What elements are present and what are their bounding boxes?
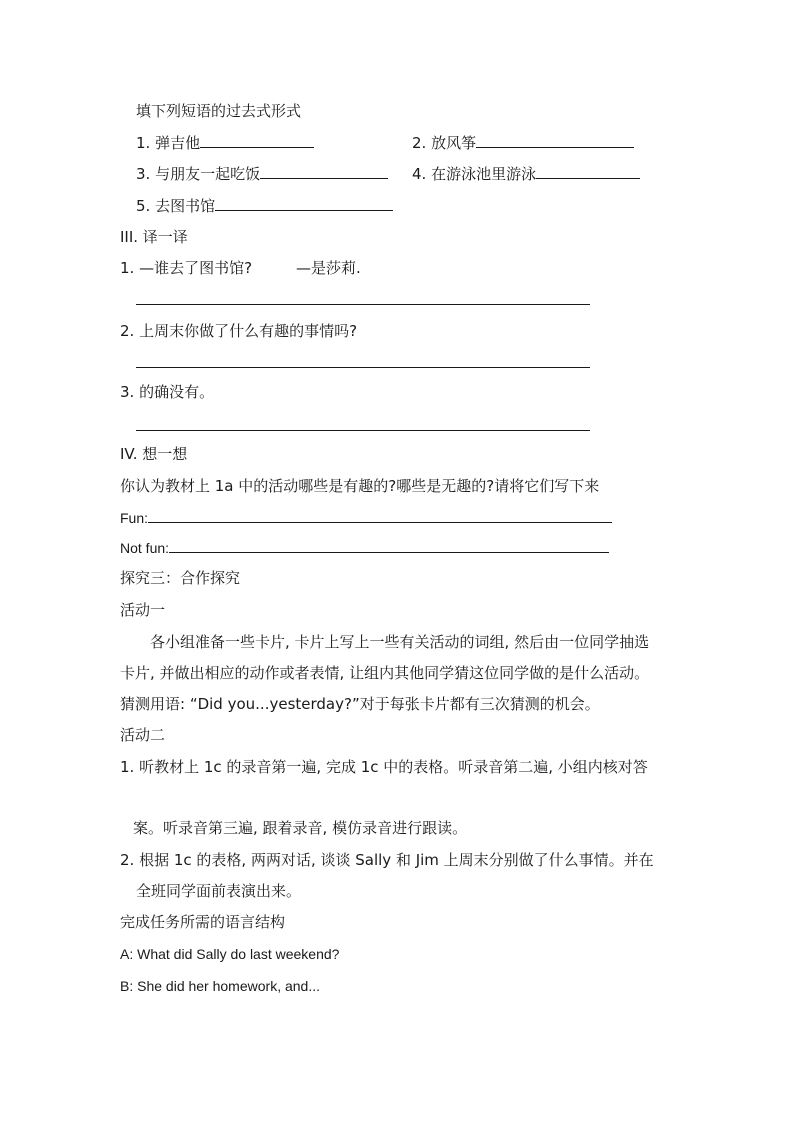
translate-q1-right: —是莎莉. xyxy=(296,259,361,277)
fill-item-5-text: 去图书馆 xyxy=(155,197,216,215)
dialog-b: B: She did her homework, and... xyxy=(120,978,320,994)
fill-item-5-num: 5. xyxy=(136,197,151,215)
fill-item-1 xyxy=(136,133,314,153)
activity2-item2-a: 2. 根据 1c 的表格, 两两对话, 谈谈 Sally 和 Jim 上周末分别做了什么事情。并在 xyxy=(120,851,654,869)
fun-row xyxy=(120,508,612,528)
activity2-item1-a: 1. 听教材上 1c 的录音第一遍, 完成 1c 中的表格。听录音第二遍, 小组内核对答 xyxy=(120,758,648,776)
answer-line-1[interactable] xyxy=(136,304,590,305)
fill-item-2-num: 2. xyxy=(412,134,427,152)
not-fun-label: Not fun: xyxy=(120,540,170,556)
answer-blank-4[interactable] xyxy=(536,164,640,179)
activity1-title: 活动一 xyxy=(120,601,166,619)
answer-blank-3[interactable] xyxy=(260,164,388,179)
activity2-item2-b: 全班同学面前表演出来。 xyxy=(136,882,302,900)
translate-heading: III. 译一译 xyxy=(120,228,188,246)
answer-blank-5[interactable] xyxy=(215,196,393,211)
activity1-text: 各小组准备一些卡片, 卡片上写上一些有关活动的词组, 然后由一位同学抽选卡片, 并做出相应的动作或者表情, 让组内其他同学猜这位同学做的是什么活动。猜测用语: “Did you...yesterday?”对于每张卡片都有三次猜测的机会。 xyxy=(120,633,650,713)
not-fun-answer-line[interactable] xyxy=(169,538,609,553)
explore-heading: 探究三：合作探究 xyxy=(120,569,241,587)
fill-item-3-text: 与朋友一起吃饭 xyxy=(155,165,261,183)
think-prompt: 你认为教材上 1a 中的活动哪些是有趣的?哪些是无趣的?请将它们写下来 xyxy=(120,477,600,495)
fill-item-4-text: 在游泳池里游泳 xyxy=(431,165,537,183)
activity2-item1-b: 案。听录音第三遍, 跟着录音, 模仿录音进行跟读。 xyxy=(133,819,468,837)
fill-item-1-text: 弹吉他 xyxy=(155,134,201,152)
fun-label: Fun: xyxy=(120,510,149,526)
fill-item-5 xyxy=(136,196,393,216)
activity2-title: 活动二 xyxy=(120,726,166,744)
fun-answer-line[interactable] xyxy=(148,508,612,523)
not-fun-row xyxy=(120,538,609,558)
answer-blank-2[interactable] xyxy=(476,133,634,148)
translate-q3: 3. 的确没有。 xyxy=(120,383,215,401)
fill-item-3-num: 3. xyxy=(136,165,151,183)
fill-item-2 xyxy=(412,133,634,153)
fill-item-4 xyxy=(412,164,640,184)
structure-heading: 完成任务所需的语言结构 xyxy=(120,913,286,931)
fill-item-1-num: 1. xyxy=(136,134,151,152)
translate-q2: 2. 上周末你做了什么有趣的事情吗? xyxy=(120,322,358,340)
dialog-a: A: What did Sally do last weekend? xyxy=(120,946,340,962)
think-heading: IV. 想一想 xyxy=(120,445,188,463)
answer-blank-1[interactable] xyxy=(200,133,314,148)
fill-item-2-text: 放风筝 xyxy=(431,134,477,152)
fill-item-3 xyxy=(136,164,388,184)
translate-q1-left: 1. —谁去了图书馆? xyxy=(120,259,253,277)
answer-line-2[interactable] xyxy=(136,367,590,368)
fill-heading: 填下列短语的过去式形式 xyxy=(136,102,302,120)
fill-item-4-num: 4. xyxy=(412,165,427,183)
answer-line-3[interactable] xyxy=(136,430,590,431)
